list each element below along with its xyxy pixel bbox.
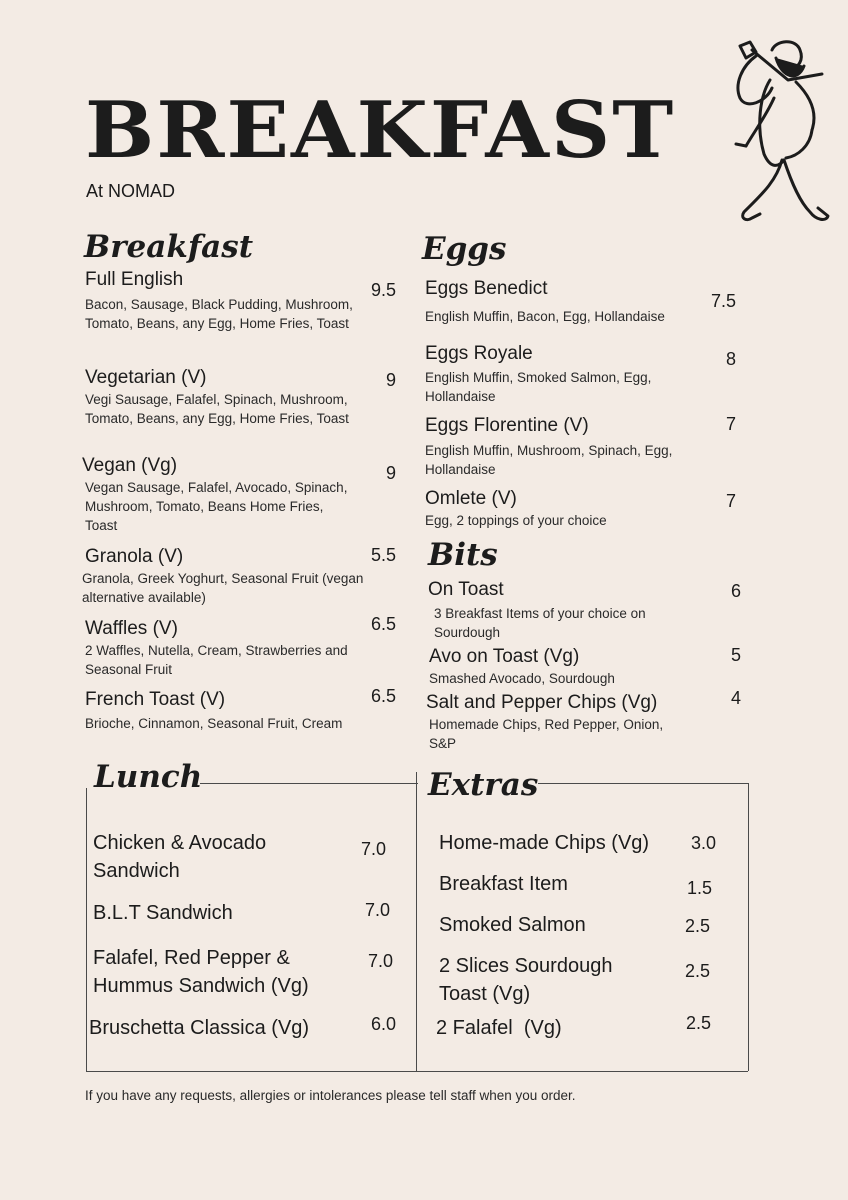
lunch-heading: Lunch: [94, 759, 203, 795]
item-name: Salt and Pepper Chips (Vg): [426, 692, 658, 713]
item-price: 5: [730, 645, 741, 665]
item-desc: Brioche, Cinnamon, Seasonal Fruit, Cream: [85, 716, 343, 731]
item-price: 5.5: [370, 545, 396, 565]
list-item: [85, 366, 355, 428]
item-price: 6.5: [370, 686, 396, 706]
item-name: French Toast (V): [85, 689, 226, 710]
list-item: [425, 342, 695, 406]
item-desc: English Muffin, Smoked Salmon, Egg, Hollandaise: [425, 370, 652, 404]
item-price: 7: [725, 414, 736, 434]
item-name: Granola (V): [85, 546, 184, 567]
item-desc: 3 Breakfast Items of your choice on Sourdough: [434, 606, 646, 640]
extras-item-price: 2.5: [684, 916, 710, 936]
item-name: On Toast: [428, 579, 504, 600]
item-price: 7.5: [710, 291, 736, 311]
extras-item-price: 3.0: [690, 833, 716, 853]
extras-item-name: Home-made Chips (Vg): [439, 832, 650, 854]
nomad-walking-man-icon: [726, 36, 834, 232]
item-name: Eggs Benedict: [425, 278, 548, 299]
item-desc: 2 Waffles, Nutella, Cream, Strawberries and Seasonal Fruit: [85, 643, 348, 677]
item-desc: English Muffin, Bacon, Egg, Hollandaise: [425, 309, 665, 324]
lunch-item-price: 7.0: [367, 951, 393, 971]
page-title: BREAKFAST: [85, 85, 676, 176]
item-name: Waffles (V): [85, 618, 178, 639]
item-name: Vegan (Vg): [82, 455, 178, 476]
lunch-item-name: Falafel, Red Pepper & Hummus Sandwich (Vg): [93, 947, 309, 997]
item-name: Omlete (V): [425, 488, 517, 509]
extras-item-price: 2.5: [685, 1013, 711, 1033]
list-item: [82, 545, 372, 607]
list-item: [429, 645, 689, 688]
item-price: 9: [385, 463, 396, 483]
item-price: 9.5: [370, 280, 396, 300]
extras-item-name: Smoked Salmon: [439, 914, 586, 936]
lunch-item-name: Bruschetta Classica (Vg): [89, 1017, 310, 1039]
lunch-item-price: 7.0: [360, 839, 386, 859]
list-item: [425, 487, 705, 530]
list-item: [85, 617, 355, 679]
eggs-heading: Eggs: [422, 231, 507, 267]
lunch-item-price: 7.0: [364, 900, 390, 920]
item-name: Avo on Toast (Vg): [429, 646, 580, 667]
extras-item-price: 2.5: [684, 961, 710, 981]
item-desc: Granola, Greek Yoghurt, Seasonal Fruit (vegan alternative available): [82, 571, 364, 605]
bits-heading: Bits: [428, 537, 498, 573]
list-item: [85, 268, 355, 333]
list-item: [426, 691, 691, 753]
item-price: 4: [730, 688, 741, 708]
lunch-item-name: Chicken & Avocado Sandwich: [93, 832, 267, 882]
list-item: [425, 277, 685, 326]
item-name: Full English: [85, 269, 184, 290]
divider: [416, 772, 417, 1071]
extras-heading: Extras: [428, 767, 539, 803]
divider: [86, 1071, 748, 1072]
extras-item-name: 2 Slices Sourdough Toast (Vg): [439, 955, 613, 1005]
item-name: Vegetarian (V): [85, 367, 207, 388]
extras-item-name: 2 Falafel (Vg): [436, 1017, 562, 1039]
footer-note: If you have any requests, allergies or intolerances please tell staff when you order.: [85, 1088, 576, 1103]
breakfast-heading: Breakfast: [84, 229, 254, 265]
item-desc: Bacon, Sausage, Black Pudding, Mushroom, Tomato, Beans, any Egg, Home Fries, Toast: [85, 297, 353, 331]
item-price: 6: [730, 581, 741, 601]
item-desc: Egg, 2 toppings of your choice: [425, 513, 607, 528]
lunch-item-price: 6.0: [370, 1014, 396, 1034]
list-item: [428, 578, 688, 642]
item-price: 9: [385, 370, 396, 390]
item-price: 7: [725, 491, 736, 511]
extras-item-name: Breakfast Item: [439, 873, 568, 895]
list-item: [82, 454, 352, 535]
item-name: Eggs Royale: [425, 343, 533, 364]
item-price: 8: [725, 349, 736, 369]
lunch-item-name: B.L.T Sandwich: [93, 902, 233, 924]
list-item: [85, 688, 355, 733]
item-desc: Smashed Avocado, Sourdough: [429, 671, 615, 686]
page-subtitle: At NOMAD: [86, 181, 176, 201]
item-desc: English Muffin, Mushroom, Spinach, Egg, Hollandaise: [425, 443, 673, 477]
extras-item-price: 1.5: [686, 878, 712, 898]
item-name: Eggs Florentine (V): [425, 415, 589, 436]
item-desc: Vegi Sausage, Falafel, Spinach, Mushroom, Tomato, Beans, any Egg, Home Fries, Toast: [85, 392, 349, 426]
list-item: [425, 414, 695, 479]
item-price: 6.5: [370, 614, 396, 634]
divider: [748, 783, 749, 1071]
item-desc: Vegan Sausage, Falafel, Avocado, Spinach, Mushroom, Tomato, Beans Home Fries, Toast: [85, 480, 348, 533]
divider: [86, 783, 87, 1071]
item-desc: Homemade Chips, Red Pepper, Onion, S&P: [429, 717, 664, 751]
